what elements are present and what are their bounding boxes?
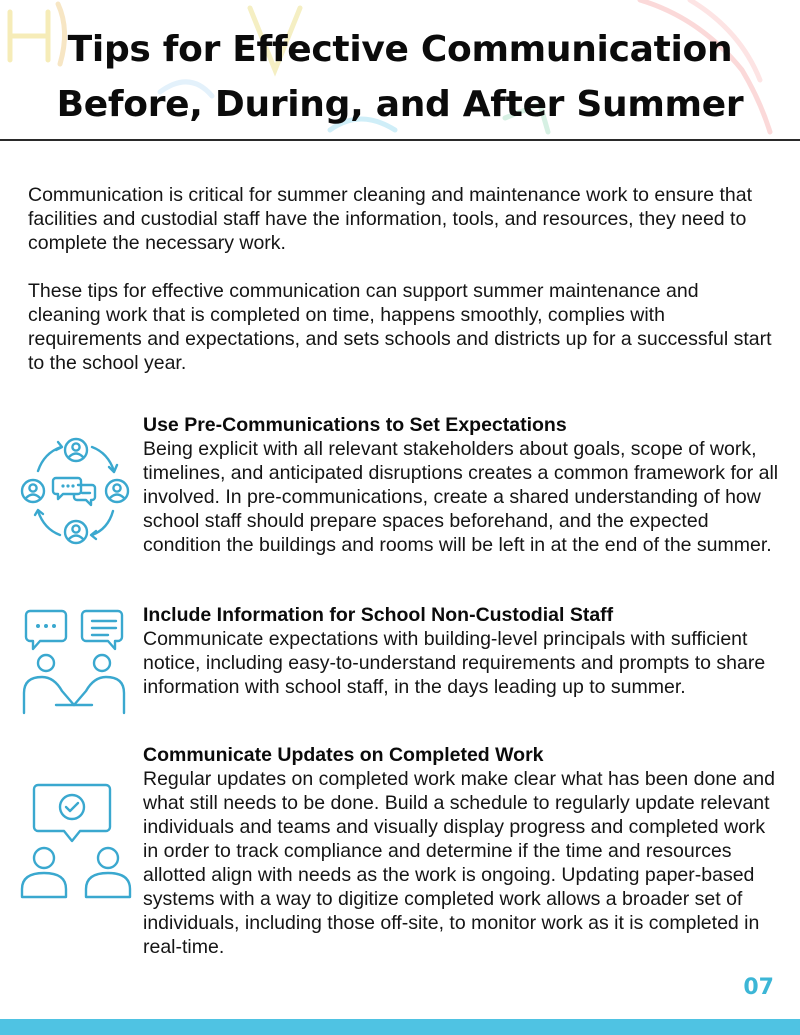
page-title [0,22,800,132]
tip-heading: Include Information for School Non-Custodial Staff [143,604,614,626]
title-line-1: Tips for Effective Communication [67,29,733,70]
tip-text [143,413,783,557]
page-number: 07 [743,975,774,1000]
team-approval-icon [16,779,136,909]
tip-body: Being explicit with all relevant stakeholders about goals, scope of work, timelines, and anticipated disruptions creates a common framework for all involved. In pre-communications, create a shared understanding of how school staff should prepare spaces beforehand, and the expected condition the buildings and rooms will be left in at the end of the summer. [143,438,779,556]
tip-text [143,743,783,959]
intro-paragraph-1: Communication is critical for summer cleaning and maintenance work to ensure that facilities and custodial staff have the information, tools, and resources, they need to complete the necessary work. [28,184,752,254]
tip-heading: Communicate Updates on Completed Work [143,744,544,766]
tip-body: Regular updates on completed work make clear what has been done and what still needs to be done. Build a schedule to regularly update relevant individuals and teams and visually display progress and completed work in order to track compliance and determine if the time and resources allotted align with needs as the work is ongoing. Updating paper-based systems with a way to digitize completed work allows a broader set of individuals, including those off-site, to monitor work as it is completed in real-time. [143,768,775,958]
title-line-2: Before, During, and After Summer [56,84,744,125]
tip-body: Communicate expectations with building-level principals with sufficient notice, including easy-to-understand requirements and prompts to share information with school staff, in the days leading up to summer. [143,628,766,698]
people-conversation-icon [16,607,136,724]
footer-bar [0,1019,800,1035]
header-divider [0,139,800,141]
tip-text [143,603,783,699]
communication-cycle-icon [16,433,136,553]
intro-paragraph-2: These tips for effective communication can support summer maintenance and cleaning work that is completed on time, happens smoothly, complies with requirements and expectations, and sets schools and districts up for a successful start to the school year. [28,280,772,374]
tip-heading: Use Pre-Communications to Set Expectations [143,414,567,436]
